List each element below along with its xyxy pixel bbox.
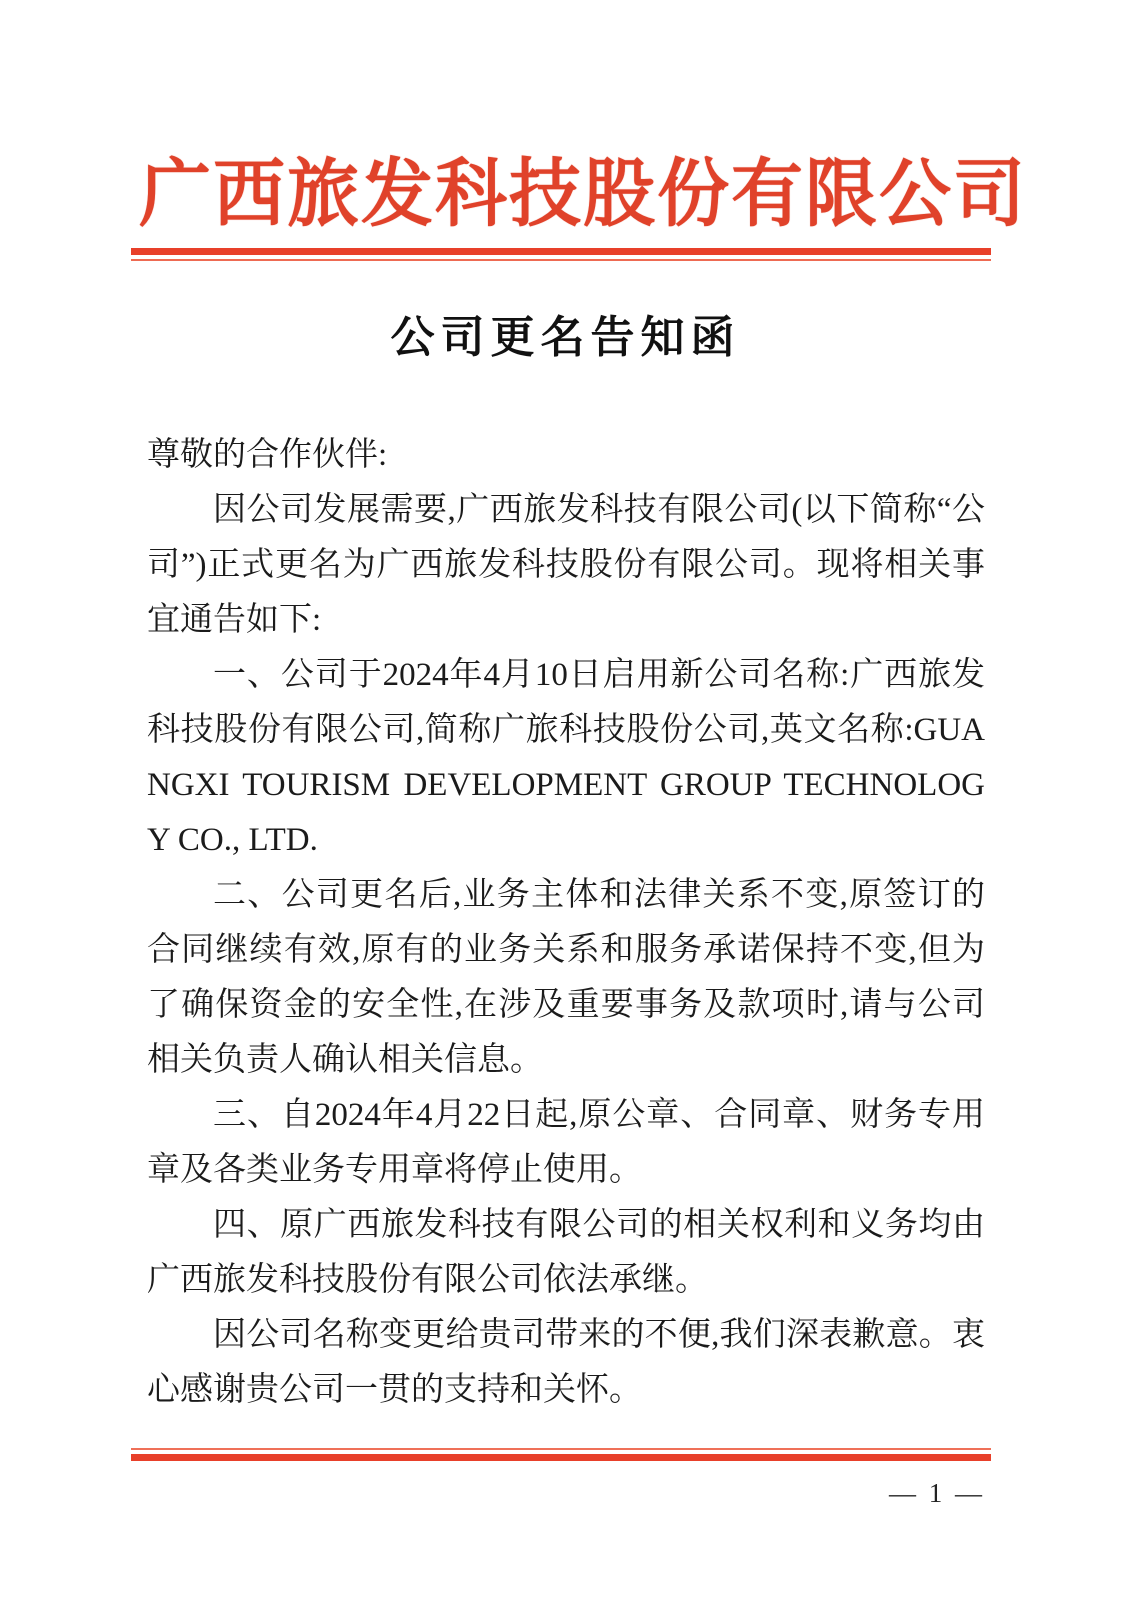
- header-divider: [131, 248, 991, 261]
- salutation: 尊敬的合作伙伴:: [147, 437, 388, 473]
- letterhead-char: 科: [435, 151, 507, 237]
- paragraph-item-one: 一、公司于2024年4月10日启用新公司名称:广西旅发科技股份有限公司,简称广旅科技股份公司,英文名称:GUANGXI TOURISM DEVELOPMENT GROUP TECHNOLOGY CO., LTD.: [147, 657, 985, 858]
- page-number: — 1 —: [889, 1478, 985, 1508]
- footer-divider: [131, 1448, 991, 1461]
- letterhead-char: 股: [583, 151, 655, 237]
- page-title: 公司更名告知函: [390, 313, 741, 362]
- letterhead-char: 限: [805, 151, 877, 237]
- letterhead-char: 份: [657, 151, 729, 237]
- header-divider-thin-line: [131, 259, 991, 261]
- footer-divider-thick-line: [131, 1454, 991, 1461]
- letterhead-char: 广: [139, 151, 211, 237]
- document-body: [147, 428, 985, 1418]
- letterhead-char: 公: [879, 151, 951, 237]
- paragraph-item-three: 三、自2024年4月22日起,原公章、合同章、财务专用章及各类业务专用章将停止使用。: [147, 1097, 985, 1188]
- letterhead-char: 旅: [287, 151, 359, 237]
- letterhead-char: 司: [953, 151, 1025, 237]
- letterhead-char: 发: [361, 151, 433, 237]
- letterhead-char: 西: [213, 151, 285, 237]
- paragraph-intro: 因公司发展需要,广西旅发科技有限公司(以下简称“公司”)正式更名为广西旅发科技股份有限公司。现将相关事宜通告如下:: [147, 492, 985, 638]
- company-letterhead: [138, 151, 1025, 237]
- paragraph-item-four: 四、原广西旅发科技有限公司的相关权利和义务均由广西旅发科技股份有限公司依法承继。: [147, 1207, 985, 1298]
- letterhead-char: 有: [731, 151, 803, 237]
- letterhead-char: 技: [509, 151, 581, 237]
- header-divider-thick-line: [131, 248, 991, 255]
- paragraph-item-two: 二、公司更名后,业务主体和法律关系不变,原签订的合同继续有效,原有的业务关系和服务承诺保持不变,但为了确保资金的安全性,在涉及重要事务及款项时,请与公司相关负责人确认相关信息。: [147, 877, 985, 1078]
- paragraph-closing: 因公司名称变更给贵司带来的不便,我们深表歉意。衷心感谢贵公司一贯的支持和关怀。: [147, 1317, 985, 1408]
